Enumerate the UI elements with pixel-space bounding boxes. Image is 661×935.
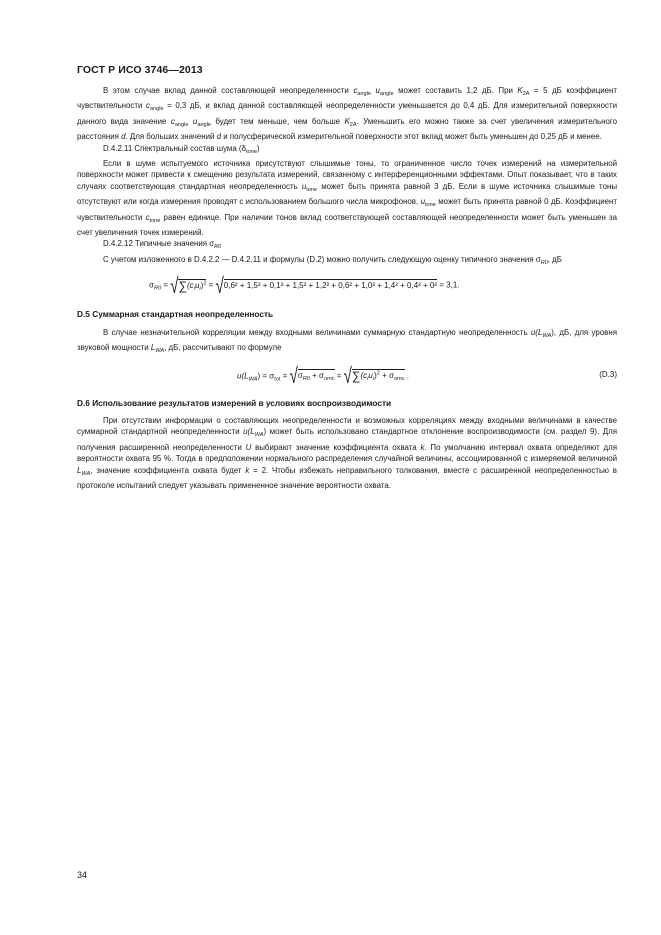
subsection-heading-typical: D.4.2.12 Типичные значения $\sigma_{R0}$ xyxy=(103,239,222,251)
page-content xyxy=(77,85,617,491)
paragraph-reproducibility: При отсутствии информации о составляющих неопределенности и возможных корреляциях между входными величинами в качестве суммарной стандартной неопределенности $u(L_{WA})$ может быть использовано стандартное отклонение воспроизводимости (см. раздел 9). Для получения расширенной неопределенности U выбирают значение коэффициента охвата k. По умолчанию интервал охвата определяют для вероятности охвата 95 %. Тогда в предположении нормального распределения случайной величины, ассоциированной с измеряемой величиной $L_{WA}$, значение коэффициента охвата будет k = 2. Чтобы избежать неправильного толкования, вместе с расширенной неопределенностью в протоколе испытаний следует указывать примененное значение вероятности охвата. xyxy=(77,415,618,490)
formula-d3: $u(L_{WA}) = \sigma_{tot} = √\sigma_{R0} + \sigma_{omc} = √\sum(c_iu_i)^2 + \sigma_{omc}$ . (D.3) xyxy=(237,364,617,389)
section-heading-d6: D.6 Использование результатов измерений в условиях воспроизводимости xyxy=(77,397,392,408)
page-number: 34 xyxy=(77,870,88,880)
section-heading-d5: D.5 Суммарная стандартная неопределенность xyxy=(77,309,274,320)
page-header-title: ГОСТ Р ИСО 3746—2013 xyxy=(77,64,203,76)
equation-number: (D.3) xyxy=(599,369,617,379)
formula-sigma-r0: $\sigma_{R0} = √\sum(c_iu_i)^2 = √0,6^2 + 1,5^2 + 0,1^2 + 1,5^2 + 1,2^2 + 0,6^2 + 1,0^2 + 1,4^2 + 0,4^2 + 0^2 = 3,1$. xyxy=(149,273,460,299)
paragraph-angle-contribution: В этом случае вклад данной составляющей неопределенности $c_{angle}$ $u_{angle}$ может составить 1,2 дБ. При $K_{2A} = 5$ дБ коэффициент чувствительности $c_{angle} = 0,3$ дБ, и вклад данной составляющей неопределенности уменьшается до 0,4 дБ. Для измерительной поверхности данного вида значение $c_{angle}$ $u_{angle}$ будет тем меньше, чем больше $K_{2A}$. Уменьшить его можно также за счет увеличения измерительного расстояния d. Для больших значений d и полусферической измерительной поверхности этот вклад может быть уменьшен до 0,25 дБ и менее. xyxy=(77,86,618,142)
paragraph-tone: Если в шуме испытуемого источника присутствуют слышимые тоны, то ограниченное число точек измерений на измерительной поверхности может привести к смещению результата измерений, связанному с интерференционными эффектами. Опыт показывает, что в таких случаях соответствующая стандартная неопределенность $u_{tone}$ может быть принята равной 3 дБ. Если в шуме источника слышимые тоны отсутствуют или когда измерения проводят с использованием большого числа микрофонов, $u_{tone}$ может быть принята равной 0 дБ. Коэффициент чувствительности $c_{tone}$ равен единице. При наличии тонов вклад соответствующей составляющей неопределенности может быть уменьшен за счет увеличения точек измерений. xyxy=(77,159,618,238)
paragraph-combined-uncertainty: В случае незначительной корреляции между входными величинами суммарную стандартную неопределенность $u(L_{WA})$, дБ, для уровня звуковой мощности $L_{WA}$, дБ, рассчитывают по формуле xyxy=(77,327,617,355)
subsection-heading-tone: D.4.2.11 Спектральный состав шума $(\delta_{tone})$ xyxy=(103,143,260,155)
paragraph-typical-estimate: С учетом изложенного в D.4.2.2 — D.4.2.11 и формулы (D.2) можно получить следующую оценку типичного значения $\sigma_{R0}$, дБ xyxy=(103,254,562,266)
